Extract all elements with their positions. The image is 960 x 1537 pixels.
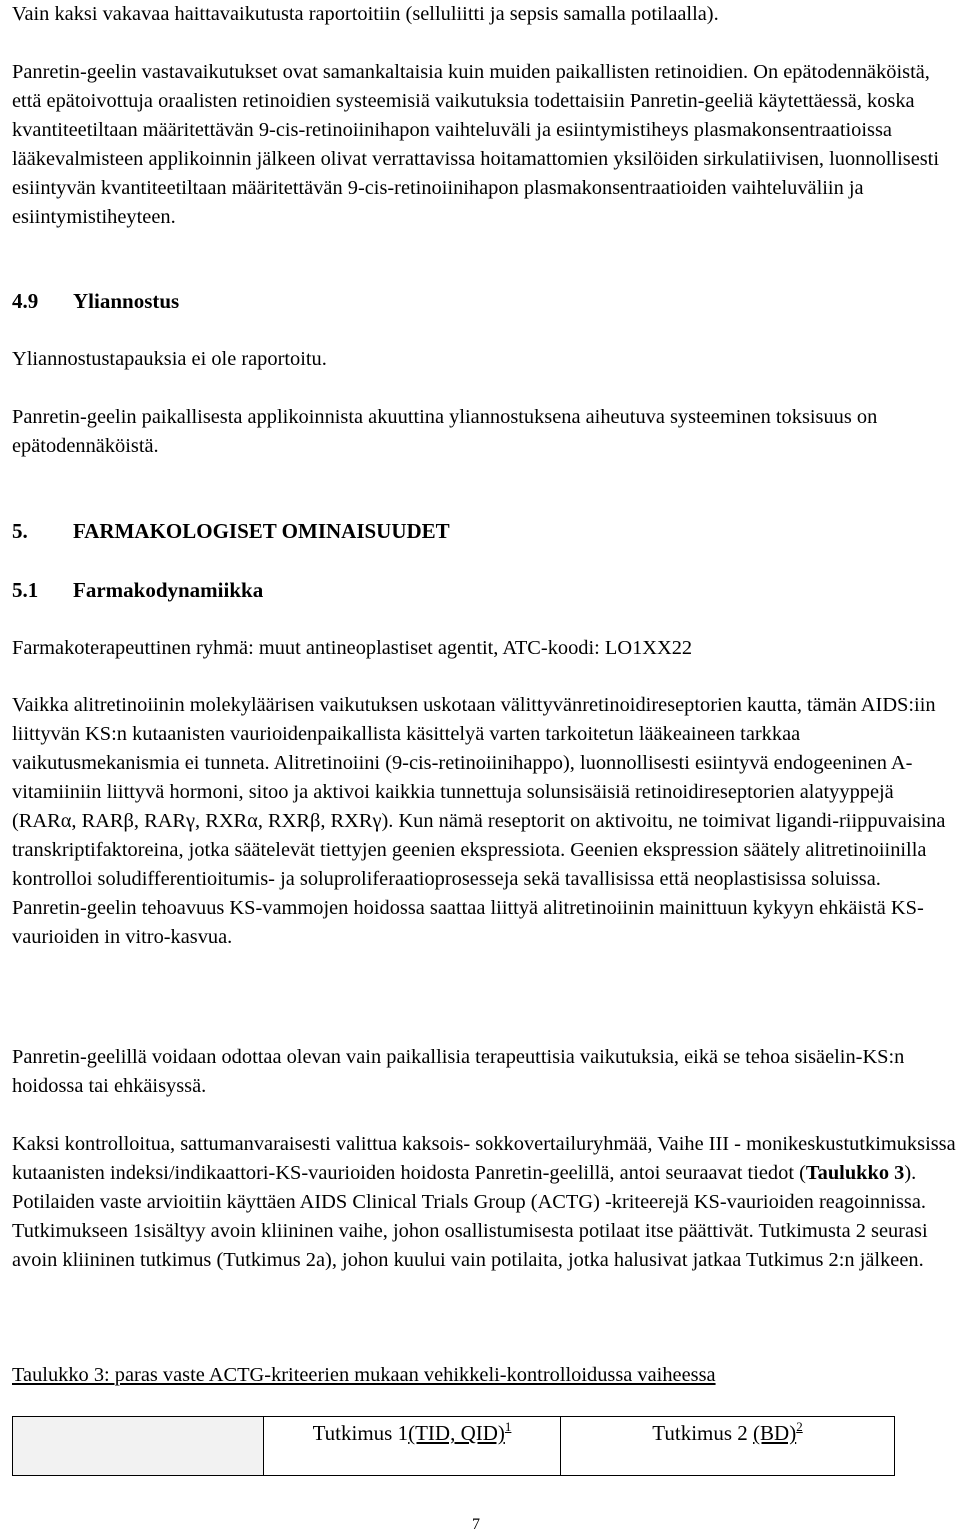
study-1-label: Tutkimus 1	[312, 1421, 409, 1445]
table-header-study-2	[561, 1417, 895, 1476]
page-number: 7	[472, 1516, 480, 1533]
paragraph-systemic-effects: Panretin-geelin vastavaikutukset ovat samankaltaisia kuin muiden paikallisten retinoidien. On epätodennäköistä, että epätoivottuja oraalisten retinoidien systeemisiä vaikutuksia todettaisiin Panretin-geeliä käytettäessä, koska kvantiteetiltaan määritettävän 9-cis-retinoiinihapon vaihteluväli ja esiintymistiheys plasmakonsentraatioissa lääkevalmisteen applikoinnin jälkeen olivat verrattavissa hoitamattomien yksilöiden sirkulatiivisen, luonnollisesti esiintyvän kvantiteetiltaan määritettävän 9-cis-retinoiinihapon plasmakonsentraatioiden vaihteluväliin ja esiintymistiheyteen.	[12, 61, 940, 228]
table-header-row	[13, 1417, 895, 1476]
heading-text: Yliannostus	[73, 289, 180, 313]
study-1-footnote: 1	[504, 1419, 512, 1434]
paragraph-trials-part1: Kaksi kontrolloitua, sattumanvaraisesti valittua kaksois- sokkovertailuryhmää, Vaihe III - monikeskustutkimuksissa kutaanisten indeksi/indikaattori-KS-vaurioiden hoidosta Panretin-geelillä, antoi seuraavat tiedot (	[12, 1133, 956, 1184]
table-header-study-1	[264, 1417, 561, 1476]
heading-number: 5.	[12, 519, 28, 543]
paragraph-pharmacotherapeutic-group: Farmakoterapeuttinen ryhmä: muut antineoplastiset agentit, ATC-koodi: LO1XX22	[12, 637, 693, 659]
table-corner-cell	[13, 1417, 264, 1476]
results-table	[12, 1416, 895, 1476]
heading-text: Farmakodynamiikka	[73, 578, 264, 602]
study-2-footnote: 2	[796, 1419, 803, 1434]
paragraph-local-effects: Panretin-geelillä voidaan odottaa olevan vain paikallisia terapeuttisia vaikutuksia, eikä se tehoa sisäelin-KS:n hoidossa tai ehkäisyssä.	[12, 1046, 905, 1097]
paragraph-mechanism: Vaikka alitretinoiinin molekyläärisen vaikutuksen uskotaan välittyvänretinoidireseptorien kautta, tämän AIDS:iin liittyvän KS:n kutaanisten vaurioidenpaikallista käsittelyä varten tarkoitetun lääkeaineen tarkkaa vaikutusmekanismia ei tunneta. Alitretinoiini (9-cis-retinoiinihappo), luonnollisesti esiintyvä endogeeninen A-vitamiiniin liittyvä hormoni, sitoo ja aktivoi kaikkia tunnettuja solunsisäisiä retinoidireseptorien alatyyppejä (RARα, RARβ, RARγ, RXRα, RXRβ, RXRγ). Kun nämä reseptorit on aktivoitu, ne toimivat ligandi-riippuvaisina transkriptifaktoreina, jotka säätelevät tiettyjen geenien ekspressiota. Geenien ekspression säätely alitretinoiinilla kontrolloi soludifferentioitumis- ja soluproliferaatioprosesseja sekä tavallisissa että neoplastisissa soluissa. Panretin-geelin tehoavuus KS-vammojen hoidossa saattaa liittyä alitretinoiinin mainittuun kykyyn ehkäistä KS-vaurioiden in vitro-kasvua.	[12, 694, 946, 948]
study-2-dosing: (BD)	[753, 1421, 797, 1445]
heading-number: 5.1	[12, 578, 39, 602]
heading-pharmacology	[12, 517, 956, 546]
heading-number: 4.9	[12, 289, 39, 313]
heading-overdose	[12, 287, 956, 316]
paragraph-trials-part2: ). Potilaiden vaste arvioitiin käyttäen AIDS Clinical Trials Group (ACTG) -kriteerejä KS-vaurioiden reagoinnissa. Tutkimukseen 1sisältyy avoin kliininen vaihe, johon osallistumisesta potilaat itse päättivät. Tutkimusta 2 seurasi avoin kliininen tutkimus (Tutkimus 2a), johon kuului vain potilaita, jotka halusivat jatkaa Tutkimus 2:n jälkeen.	[12, 1162, 928, 1271]
table-reference: Taulukko 3	[805, 1162, 905, 1184]
heading-text: FARMAKOLOGISET OMINAISUUDET	[73, 519, 450, 543]
study-1-dosing: (TID, QID)	[408, 1421, 505, 1445]
table-caption: Taulukko 3: paras vaste ACTG-kriteerien mukaan vehikkeli-kontrolloidussa vaiheessa	[12, 1364, 716, 1386]
heading-pharmacodynamics	[12, 576, 956, 605]
study-2-label: Tutkimus 2	[652, 1421, 754, 1445]
paragraph-overdose-1: Yliannostustapauksia ei ole raportoitu.	[12, 348, 327, 370]
paragraph-overdose-2: Panretin-geelin paikallisesta applikoinnista akuuttina yliannostuksena aiheutuva systeeminen toksisuus on epätodennäköistä.	[12, 406, 878, 457]
paragraph-trials	[12, 1130, 956, 1275]
paragraph-adverse-effects: Vain kaksi vakavaa haittavaikutusta raportoitiin (selluliitti ja sepsis samalla potilaalla).	[12, 3, 719, 25]
